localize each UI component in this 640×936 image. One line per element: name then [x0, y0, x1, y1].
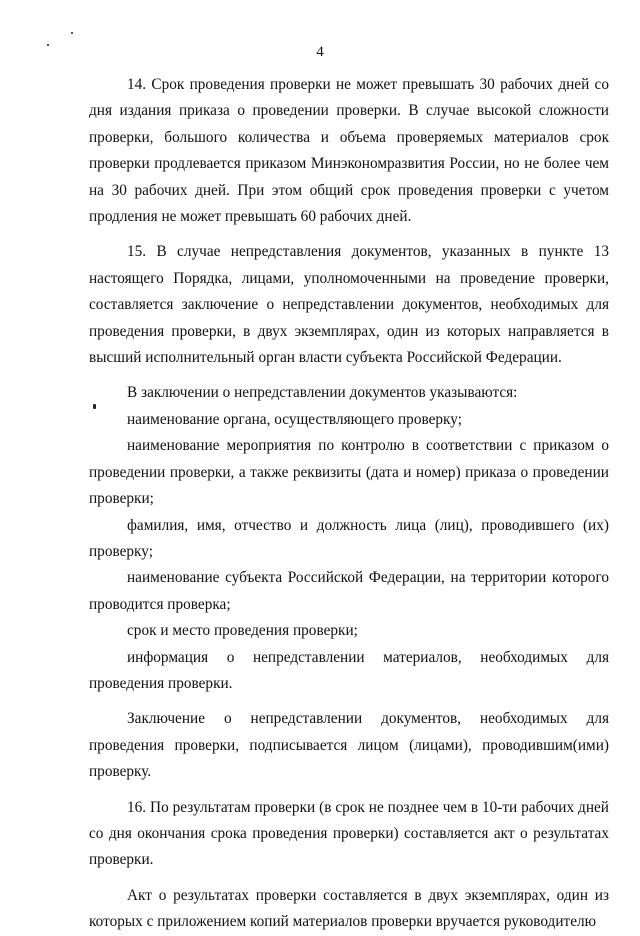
document-body [89, 72, 609, 936]
list-item: наименование органа, осуществляющего проверку; [127, 410, 462, 428]
paragraph-15: 15. В случае непредставления документов, указанных в пункте 13 настоящего Порядка, лицами, уполномоченными на проведение проверки, составляется заключение о непредставлении документов, необходимых для проведения проверки, в двух экземплярах, один из которых направляется в высший исполнительный орган власти субъекта Российской Федерации. [89, 243, 609, 367]
list-item: наименование субъекта Российской Федерации, на территории которого проводится проверка; [89, 569, 609, 613]
paragraph-act: Акт о результатах проверки составляется в двух экземплярах, один из которых с приложением копий материалов проверки вручается руководителю [89, 886, 609, 931]
list-item: наименование мероприятия по контролю в соответствии с приказом о проведении проверки, а также реквизиты (дата и номер) приказа о проведении проверки; [89, 437, 609, 508]
list-item: фамилия, имя, отчество и должность лица (лиц), проводившего (их) проверку; [89, 516, 609, 560]
paragraph-conclusion-intro: В заключении о непредставлении документов указываются: [127, 384, 518, 402]
list-item: срок и место проведения проверки; [127, 622, 358, 640]
list-item: информация о непредставлении материалов, необходимых для проведения проверки. [89, 648, 609, 692]
scan-speck [71, 32, 73, 34]
paragraph-16: 16. По результатам проверки (в срок не позднее чем в 10-ти рабочих дней со дня окончания срока проведения проверки) составляется акт о результатах проверки. [89, 798, 609, 869]
paragraph-14: 14. Срок проведения проверки не может превышать 30 рабочих дней со дня издания приказа о проведении проверки. В случае высокой сложности проверки, большого количества и объема проверяемых материалов срок проверки продлевается приказом Минэкономразвития России, но не более чем на 30 рабочих дней. При этом общий срок проведения проверки с учетом продления не может превышать 60 рабочих дней. [89, 76, 609, 226]
paragraph-conclusion-signature: Заключение о непредставлении документов, необходимых для проведения проверки, подписывается лицом (лицами), проводившим(ими) проверку. [89, 710, 609, 781]
page-number: 4 [316, 44, 324, 60]
